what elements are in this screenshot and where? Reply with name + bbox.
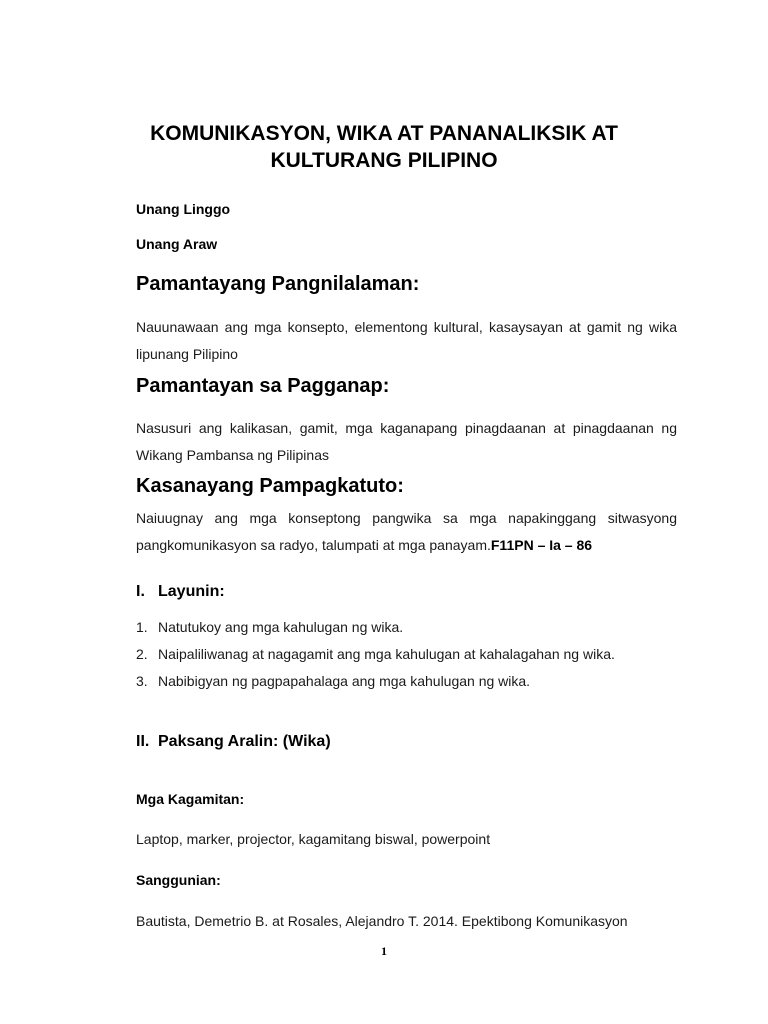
list-item-text: Natutukoy ang mga kahulugan ng wika. — [158, 619, 404, 635]
performance-standard-text: Nasusuri ang kalikasan, gamit, mga kaganapang pinagdaanan at pinagdaanan ng Wikang Pambansa ng Pilipinas — [136, 420, 677, 463]
materials-text: Laptop, marker, projector, kagamitang biswal, powerpoint — [136, 831, 491, 847]
content-standard-text: Nauunawaan ang mga konsepto, elementong kultural, kasaysayan at gamit ng wika lipunang Pilipino — [136, 319, 677, 362]
content-standard-heading: Pamantayang Pangnilalaman: — [136, 273, 420, 295]
reference-label: Sanggunian: — [136, 872, 221, 888]
page-number: 1 — [381, 944, 387, 958]
objectives-title: Layunin: — [158, 583, 225, 600]
competency-code: F11PN – Ia – 86 — [490, 537, 593, 553]
learning-competency-heading: Kasanayang Pampagkatuto: — [136, 475, 404, 497]
list-item-text: Naipaliliwanag at nagagamit ang mga kahulugan at kahalagahan ng wika. — [158, 646, 615, 662]
title-line-2: KULTURANG PILIPINO — [270, 149, 498, 172]
list-item-number: 1. — [136, 619, 148, 635]
objectives-list — [136, 614, 677, 695]
learning-competency-text — [136, 505, 677, 559]
reference-text: Bautista, Demetrio B. at Rosales, Alejandro T. 2014. Epektibong Komunikasyon — [136, 913, 628, 929]
performance-standard-heading: Pamantayan sa Pagganap: — [136, 375, 390, 397]
objectives-heading — [136, 582, 225, 602]
document-title — [0, 120, 768, 174]
subject-matter-heading — [136, 732, 331, 752]
subject-matter-title: Paksang Aralin: (Wika) — [158, 733, 331, 750]
list-item-number: 3. — [136, 673, 148, 689]
list-item — [136, 641, 677, 668]
objectives-number: I. — [136, 583, 145, 600]
subject-matter-number: II. — [136, 733, 150, 750]
list-item — [136, 668, 677, 695]
title-line-1: KOMUNIKASYON, WIKA AT PANANALIKSIK AT — [150, 122, 618, 145]
week-label: Unang Linggo — [136, 201, 231, 217]
learning-competency-body: Naiuugnay ang mga konseptong pangwika sa mga napakinggang sitwasyong pangkomunikasyon sa radyo, talumpati at mga panayam. — [136, 510, 677, 553]
materials-label: Mga Kagamitan: — [136, 791, 245, 807]
list-item-number: 2. — [136, 646, 148, 662]
list-item — [136, 614, 677, 641]
day-label: Unang Araw — [136, 236, 218, 252]
list-item-text: Nabibigyan ng pagpapahalaga ang mga kahulugan ng wika. — [158, 673, 531, 689]
